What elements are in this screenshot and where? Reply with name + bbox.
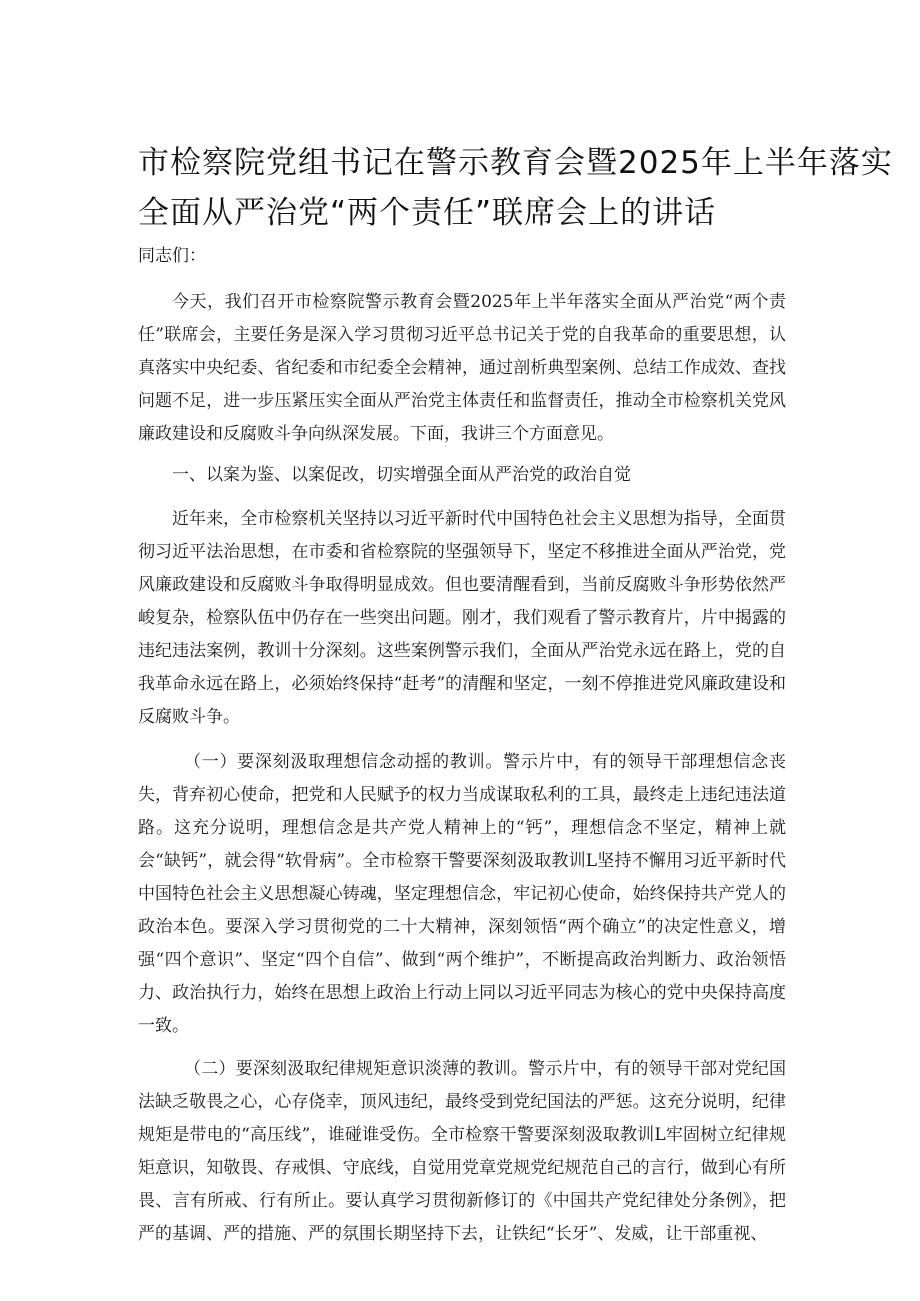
title-line-2: 全面从严治党“两个责任”联席会上的讲话: [138, 195, 717, 231]
subsection-2-paragraph: （二）要深刻汲取纪律规矩意识淡薄的教训。警示片中，有的领导干部对党纪国法缺乏敬畏之心，心存侥幸，顶风违纪，最终受到党纪国法的严惩。这充分说明，纪律规矩是带电的“高压线”，谁碰谁受伤。全市检察干警要深刻汲取教训L牢固树立纪律规矩意识，知敬畏、存戒惧、守底线，自觉用党章党规党纪规范自己的言行，做到心有所畏、言有所戒、行有所止。要认真学习贯彻新修订的《中国共产党纪律处分条例》，把严的基调、严的措施、严的氛围长期坚持下去，让铁纪“长牙”、发威，让干部重视、: [138, 1059, 786, 1244]
document-body: [138, 240, 786, 1251]
section-heading-1: 一、以案为鉴、以案促改，切实增强全面从严治党的政治自觉: [172, 465, 631, 485]
salutation: 同志们：: [138, 246, 206, 266]
section-1-paragraph: 近年来，全市检察机关坚持以习近平新时代中国特色社会主义思想为指导，全面贯彻习近平法治思想，在市委和省检察院的坚强领导下，坚定不移推进全面从严治党，党风廉政建设和反腐败斗争取得明显成效。但也要清醒看到，当前反腐败斗争形势依然严峻复杂，检察队伍中仍存在一些突出问题。刚才，我们观看了警示教育片，片中揭露的违纪违法案例，教训十分深刻。这些案例警示我们，全面从严治党永远在路上，党的自我革命永远在路上，必须始终保持“赶考”的清醒和坚定，一刻不停推进党风廉政建设和反腐败斗争。: [138, 509, 786, 727]
intro-paragraph: 今天，我们召开市检察院警示教育会暨2025年上半年落实全面从严治党“两个责任”联席会，主要任务是深入学习贯彻习近平总书记关于党的自我革命的重要思想，认真落实中央纪委、省纪委和市纪委全会精神，通过剖析典型案例、总结工作成效、查找问题不足，进一步压紧压实全面从严治党主体责任和监督责任，推动全市检察机关党风廉政建设和反腐败斗争向纵深发展。下面，我讲三个方面意见。: [138, 292, 786, 444]
document-title: [138, 138, 893, 238]
title-line-1: 市检察院党组书记在警示教育会暨2025年上半年落实: [138, 145, 893, 181]
subsection-1-paragraph: （一）要深刻汲取理想信念动摇的教训。警示片中，有的领导干部理想信念丧失，背弃初心使命，把党和人民赋予的权力当成谋取私利的工具，最终走上违纪违法道路。这充分说明，理想信念是共产党人精神上的“钙”，理想信念不坚定，精神上就会“缺钙”，就会得“软骨病”。全市检察干警要深刻汲取教训L坚持不懈用习近平新时代中国特色社会主义思想凝心铸魂，坚定理想信念，牢记初心使命，始终保持共产党人的政治本色。要深入学习贯彻党的二十大精神，深刻领悟“两个确立”的决定性意义，增强“四个意识”、坚定“四个自信”、做到“两个维护”，不断提高政治判断力、政治领悟力、政治执行力，始终在思想上政治上行动上同以习近平同志为核心的党中央保持高度一致。: [138, 752, 786, 1036]
